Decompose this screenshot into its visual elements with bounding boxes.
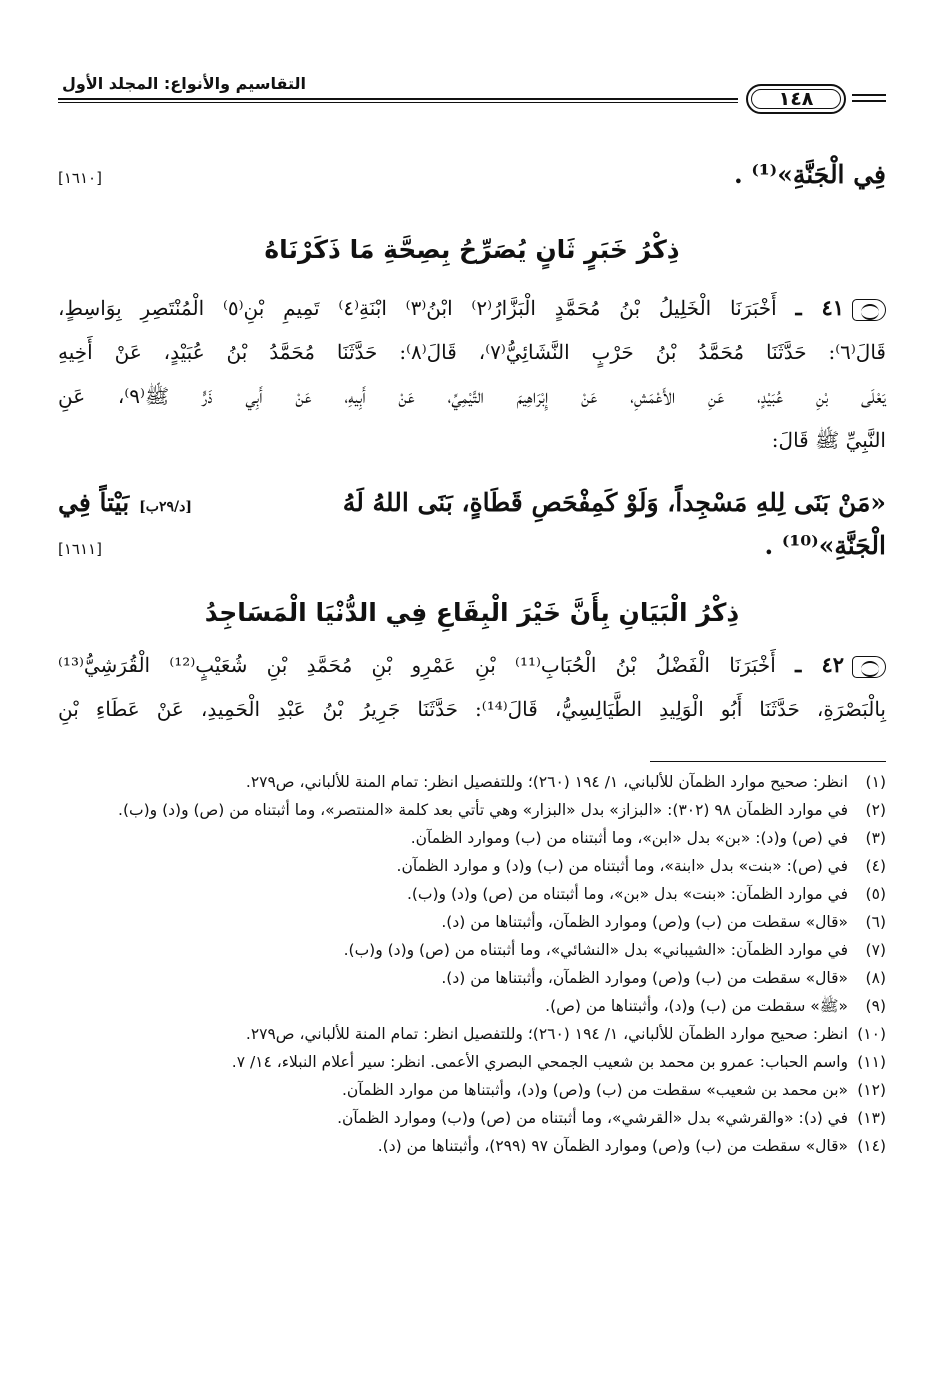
hadith-41 [58,286,886,558]
header-rule [58,98,738,100]
hadith-line: بِالْبَصْرَةِ، حَدَّثَنَا أَبُو الْوَلِيدِ الطَّيَالِسِيُّ، قَالَ⁽¹⁴⁾: حَدَّثَنَا جَرِيرُ بْنُ عَبْدِ الْحَمِيدِ، عَنْ عَطَاءِ بْنِ [58,697,886,721]
footnote-text: في (ص): «بنت» بدل «ابنة»، وما أثبتناه من (ب) و(د) و موارد الظمآن. [396,857,848,875]
footnote-text: «قال» سقطت من (ب) و(ص) وموارد الظمآن، وأثبتناها من (د). [441,969,848,987]
footnote [58,992,886,1020]
footnote [58,964,886,992]
matn-text: بَيْتاً فِي [58,488,130,517]
page-number: ١٤٨ [746,84,846,114]
hadith-reference: [١٦١١] [58,540,102,558]
hadith-line [58,643,886,687]
header-rule [852,100,886,102]
hadith-line: يَعْلَى بْنِ عُبَيْدٍ، عَنِ الأَعْمَشِ، عَنْ إِبْرَاهِيمَ التَّيْمِيِّ، عَنْ أَبِيهِ، عَنْ أَبِي ذَرٍّ ﷺ⁽٩⁾، عَنِ [58,384,886,408]
footnote-number: (٧) [865,941,886,959]
continuation-line [58,162,886,187]
footnotes [58,768,886,1160]
matn-line [58,533,886,558]
running-title: التقاسيم والأنواع: المجلد الأول [58,74,306,93]
footnote-text: في (ص) و(د): «بن» بدل «ابن»، وما أثبتناه من (ب) وموارد الظمآن. [410,829,848,847]
footnote-number: (١) [865,773,886,791]
footnote [58,1020,886,1048]
hadith-marker-icon [852,299,886,321]
hadith-reference: [١٦١٠] [58,169,102,187]
footnote [58,796,886,824]
hadith-line: قَالَ⁽٦⁾: حَدَّثَنَا مُحَمَّدُ بْنُ حَرْبٍ النَّشَائِيُّ⁽٧⁾، قَالَ⁽٨⁾: حَدَّثَنَا مُحَمَّدُ بْنُ عُبَيْدٍ، عَنْ أَخِيهِ [58,340,886,364]
hadith-42 [58,643,886,731]
isnad-text: أَخْبَرَنَا الْخَلِيلُ بْنُ مُحَمَّدٍ الْبَزَّارُ⁽٢⁾ ابْنُ⁽٣⁾ ابْنَةِ⁽٤⁾ تَمِيمِ بْنِ⁽٥⁾ الْمُنْتَصِرِ بِوَاسِطٍ، [58,296,777,320]
footnote-text: واسم الحباب: عمرو بن محمد بن شعيب الجمحي البصري الأعمى. انظر: سير أعلام النبلاء، ١٤/ ٧. [231,1053,848,1071]
header-rule [58,102,738,103]
footnote-text: في موارد الظمآن ٩٨ (٣٠٢): «البزاز» بدل «البزار» وهي تأتي بعد كلمة «المنتصر»، وما أثبتناه من (ص) و(د) و(ب). [118,801,848,819]
footnote [58,908,886,936]
matn-line [58,490,886,515]
footnote-text: في موارد الظمآن: «بنت» بدل «بن»، وما أثبتناه من (ص) و(د) و(ب). [406,885,848,903]
footnote-number: (١٤) [857,1137,886,1155]
hadith-line [58,286,886,330]
footnote-text: «قال» سقطت من (ب) و(ص) وموارد الظمآن، وأثبتناها من (د). [441,913,848,931]
footnote-number: (١١) [857,1053,886,1071]
hadith-number: ٤١ ـ [795,295,845,320]
footnote-number: (٢) [865,801,886,819]
footnote [58,1132,886,1160]
footnote-number: (٩) [865,997,886,1015]
matn-text: «مَنْ بَنَى لِلهِ مَسْجِداً، وَلَوْ كَمِفْحَصِ قَطَاةٍ، بَنَى اللهُ لَهُ [342,488,886,517]
footnote-number: (٤) [865,857,886,875]
isnad-text: أَخْبَرَنَا الْفَضْلُ بْنُ الْحُبَابِ⁽¹¹⁾ بْنِ عَمْرِو بْنِ مُحَمَّدِ بْنِ شُعَيْبٍ⁽¹²⁾ الْقُرَشِيُّ⁽¹³⁾ [58,653,776,677]
footnote-number: (٨) [865,969,886,987]
footnote [58,1048,886,1076]
footnote-number: (١٢) [857,1081,886,1099]
hadith-line: النَّبِيِّ ﷺ قَالَ: [771,428,886,452]
footnote [58,824,886,852]
manuscript-mark: [د/٢٩ب] [139,499,192,515]
footnote-text: في (د): «والقرشي» بدل «القرشي»، وما أثبتناه من (ص) و(ب) وموارد الظمآن. [337,1109,848,1127]
prev-hadith-ending: فِي الْجَنَّةِ»⁽¹⁾ . [733,160,886,189]
footnote-number: (١٣) [857,1109,886,1127]
footnote-number: (١٠) [857,1025,886,1043]
footnote-text: «ﷺ» سقطت من (ب) و(د)، وأثبتناها من (ص). [545,997,848,1015]
footnote-text: انظر: صحيح موارد الظمآن للألباني، ١/ ١٩٤ (٢٦٠)؛ وللتفصيل انظر: تمام المنة للألباني، ص٢٧٩. [245,1025,848,1043]
footnote-text: «قال» سقطت من (ب) و(ص) وموارد الظمآن ٩٧ (٢٩٩)، وأثبتناها من (د). [377,1137,848,1155]
footnote [58,936,886,964]
hadith-number: ٤٢ ـ [795,652,845,677]
footnote-text: «بن محمد بن شعيب» سقطت من (ب) و(ص) و(د)، وأثبتناها من موارد الظمآن. [341,1081,848,1099]
footnote [58,880,886,908]
footnote [58,768,886,796]
section-heading: ذِكْرُ خَبَرٍ ثَانٍ يُصَرِّحُ بِصِحَّةِ مَا ذَكَرْنَاهُ [264,235,680,264]
footnote-number: (٦) [865,913,886,931]
book-page [58,70,886,1357]
footnote-text: انظر: صحيح موارد الظمآن للألباني، ١/ ١٩٤ (٢٦٠)؛ وللتفصيل انظر: تمام المنة للألباني، ص٢٧٩. [245,773,848,791]
footnote-number: (٥) [865,885,886,903]
footnote-number: (٣) [865,829,886,847]
running-header [58,70,886,124]
hadith-marker-icon [852,656,886,678]
footnote [58,1076,886,1104]
footnote-text: في موارد الظمآن: «الشيباني» بدل «النشائي»، وما أثبتناه من (ص) و(د) و(ب). [343,941,848,959]
matn-text: الْجَنَّةِ»⁽¹⁰⁾ . [764,531,886,560]
footnote [58,1104,886,1132]
footnote-separator [650,761,886,762]
footnote [58,852,886,880]
section-heading: ذِكْرُ الْبَيَانِ بِأَنَّ خَيْرَ الْبِقَاعِ فِي الدُّنْيَا الْمَسَاجِدُ [204,598,740,627]
header-rule [852,94,886,96]
